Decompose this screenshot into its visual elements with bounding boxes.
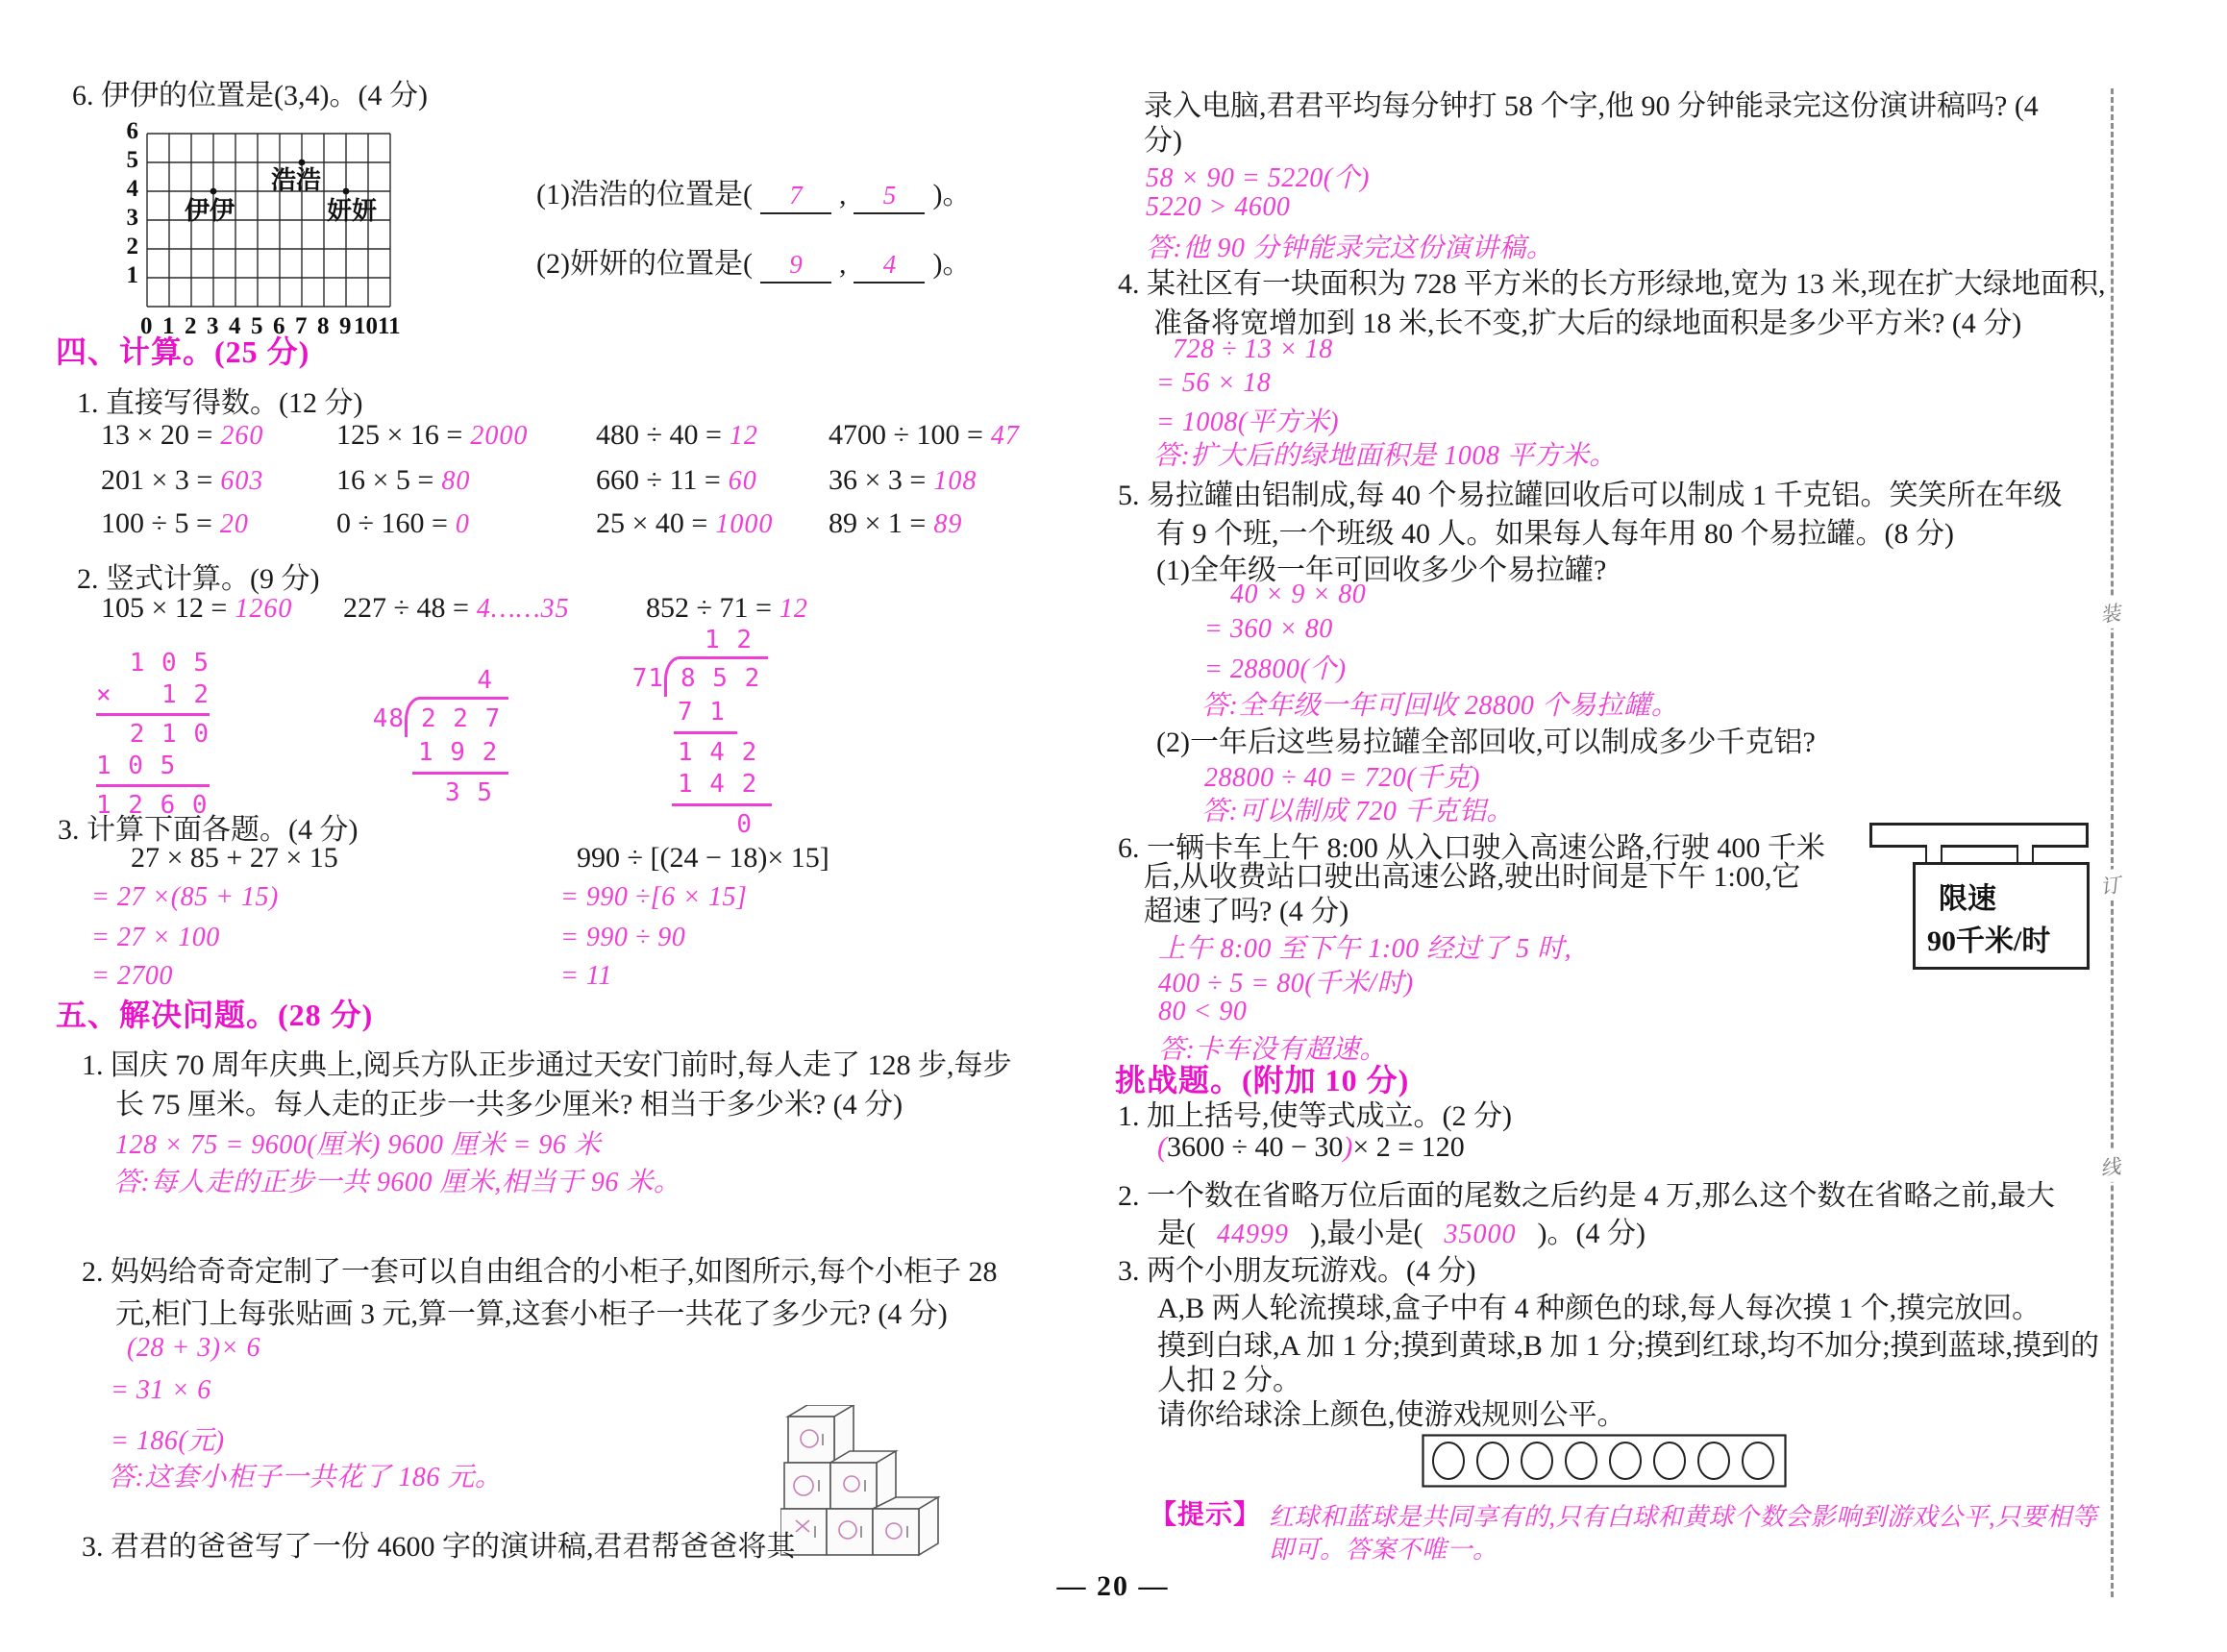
work-line: 1 9 2 [418,738,499,767]
multiplication-work [96,648,210,822]
point-label-yanyan: 妍妍 [326,197,378,225]
answer-blank: 9 [760,251,831,284]
answer: 12 [729,421,758,451]
direct-item [101,464,263,497]
problem-6-work: 80 < 90 [1158,997,1248,1026]
problem-1-line: 长 75 厘米。每人走的正步一共多少厘米? 相当于多少米? (4 分) [115,1089,903,1121]
problem-3-line: 3. 君君的爸爸写了一份 4600 字的演讲稿,君君帮爸爸将其 [82,1531,796,1563]
problem-2-line: 2. 妈妈给奇奇定制了一套可以自由组合的小柜子,如图所示,每个小柜子 28 [82,1256,998,1288]
direct-item [596,464,757,497]
binding-mark-ding: 订 [2096,868,2124,901]
comma: , [838,248,847,280]
y-axis-label: 5 [126,147,138,173]
sub-question-2 [536,239,971,284]
problem-6-line: 6. 一辆卡车上午 8:00 从入口驶入高速公路,行驶 400 千米 [1118,832,1825,864]
binding-dashed-line [2111,88,2114,1597]
factor: 1 2 [161,680,210,709]
answer: 0 [455,509,470,539]
answer-blank: 4 [854,251,925,284]
challenge-2-line [1157,1209,1646,1251]
problem-4-work: = 1008(平方米) [1156,407,1340,437]
x-axis-label: 9 [339,313,352,339]
direct-item [829,507,962,540]
remainder: 3 5 [445,778,493,807]
question-text: (2)妍妍的位置是( [536,248,753,280]
page-number: — 20 — [1056,1570,1170,1602]
problem-4-work: 728 ÷ 13 × 18 [1173,334,1333,364]
y-axis-label: 3 [126,205,138,231]
expression: 89 × 1 = [829,507,927,539]
expression: 16 × 5 = [336,464,434,496]
section-5-header: 五、解决问题。(28 分) [56,998,374,1032]
binding-mark-xian: 线 [2096,1149,2124,1183]
comma: , [838,179,847,210]
answer: 12 [779,594,808,624]
mixed-step: = 11 [560,961,612,991]
work-line: 1 0 5 [96,751,210,787]
problem-4-work: = 56 × 18 [1156,368,1272,398]
answer: 80 [441,466,471,496]
x-axis-label: 8 [317,313,330,339]
x-axis-label: 4 [229,313,241,339]
expression: 105 × 12 = [101,592,228,624]
mixed-step: = 27 ×(85 + 15) [91,882,279,912]
problem-3-work: 58 × 90 = 5220(个) [1146,163,1370,193]
x-axis-label: 0 [140,313,153,339]
point-label-yiyi: 伊伊 [184,197,235,225]
division-bracket [630,656,772,697]
hint-label: 【提示】 [1150,1500,1262,1530]
challenge-1-equation [1157,1131,1465,1164]
answer: 47 [990,421,1020,451]
problem-6-work: 上午 8:00 至下午 1:00 经过了 5 时, [1158,934,1572,964]
operator: × [96,680,112,709]
problem-3-answer: 答:他 90 分钟能录完这份演讲稿。 [1146,234,1554,263]
problem-3-continuation: 分) [1144,125,1182,157]
work-line: 1 4 2 [678,738,758,767]
quotient: 1 2 [705,626,753,654]
expression: 4700 ÷ 100 = [829,419,983,451]
direct-item [829,419,1020,452]
problem-5-answer: 答:全年级一年可回收 28800 个易拉罐。 [1201,691,1679,721]
coordinate-grid [106,115,423,351]
expression: 201 × 3 = [101,464,213,496]
x-axis-label: 6 [273,313,285,339]
problem-1-line: 1. 国庆 70 周年庆典上,阅兵方队正步通过天安门前时,每人走了 128 步,每步 [82,1049,1012,1081]
x-axis-label: 2 [185,313,197,339]
work-line: 2 1 0 [129,720,210,749]
expression: 227 ÷ 48 = [343,592,469,624]
y-axis-label: 2 [126,234,138,259]
problem-5-work: = 28800(个) [1204,654,1347,684]
x-axis-label: 5 [251,313,263,339]
point-label-haohao: 浩浩 [270,166,322,194]
problem-6-line: 后,从收费站口驶出高速公路,驶出时间是下午 1:00,它 [1144,861,1801,893]
expression: 100 ÷ 5 = [101,507,212,539]
answer: 20 [219,509,249,539]
vertical-calc-title: 2. 竖式计算。(9 分) [77,563,320,595]
answer: 260 [220,421,264,451]
problem-1-work: 128 × 75 = 9600(厘米) 9600 厘米 = 96 米 [115,1130,602,1160]
direct-item [101,419,263,452]
divisor: 71 [631,664,664,693]
direct-item [336,464,470,497]
cabinet-illustration [780,1405,963,1568]
quotient: 4 [477,666,493,695]
sign-post [2017,845,2034,864]
mixed-expr-a: 27 × 85 + 27 × 15 [131,842,338,874]
problem-5-work: 40 × 9 × 80 [1230,579,1367,609]
answer: 1260 [235,594,293,624]
direct-calc-title: 1. 直接写得数。(12 分) [77,387,363,419]
direct-item [101,507,249,540]
rule-line [412,772,508,775]
vertical-eq-1 [101,592,292,625]
x-axis-label: 1 [162,313,175,339]
mixed-step: = 990 ÷ 90 [560,923,686,952]
x-axis-label: 7 [295,313,308,339]
problem-2-work: (28 + 3)× 6 [127,1333,260,1363]
answer: 60 [728,466,757,496]
problem-5-work: 28800 ÷ 40 = 720(千克) [1204,763,1480,793]
challenge-header: 挑战题。(附加 10 分) [1115,1063,1410,1097]
sign-post [1925,845,1942,864]
problem-6-title: 6. 伊伊的位置是(3,4)。(4 分) [72,80,428,111]
question-text: )。(4 分) [1537,1218,1646,1249]
mixed-step: = 27 × 100 [91,923,220,952]
expression: 36 × 3 = [829,464,927,496]
problem-6-line: 超速了吗? (4 分) [1144,896,1349,927]
challenge-3-line: 人扣 2 分。 [1157,1365,1301,1396]
speed-limit-sign [1913,862,2090,970]
sub-question-1 [536,170,971,214]
section-4-header: 四、计算。(25 分) [56,334,310,369]
problem-1-answer: 答:每人走的正步一共 9600 厘米,相当于 96 米。 [113,1168,681,1197]
problem-2-work: = 186(元) [111,1426,225,1456]
sign-text: 限速 [1939,883,1996,915]
question-text: )。 [932,179,972,210]
added-paren-open: ( [1157,1131,1167,1163]
expression: 660 ÷ 11 = [596,464,721,496]
problem-3-continuation: 录入电脑,君君平均每分钟打 58 个字,他 90 分钟能录完这份演讲稿吗? (4 [1144,90,2039,122]
challenge-3-title: 3. 两个小朋友玩游戏。(4 分) [1118,1255,1476,1287]
expression: 25 × 40 = [596,507,708,539]
expression: 480 ÷ 40 = [596,419,722,451]
work-line: 7 1 [678,698,726,727]
answer: 89 [933,509,963,539]
hint-line: 红球和蓝球是共同享有的,只有白球和黄球个数会影响到游戏公平,只要相等 [1269,1503,2098,1531]
hint-line: 即可。答案不唯一。 [1269,1536,1498,1564]
challenge-1-title: 1. 加上括号,使等式成立。(2 分) [1118,1100,1512,1132]
problem-3-work: 5220 > 4600 [1146,192,1291,222]
x-axis-label: 10 [354,313,378,339]
sign-text: 90千米/时 [1927,925,2051,957]
answer: 44999 [1217,1220,1289,1249]
mixed-calc-title: 3. 计算下面各题。(4 分) [58,814,359,846]
binding-mark-zhuang: 装 [2096,596,2124,629]
mixed-step: = 2700 [91,961,173,991]
point-yiyi [210,188,217,195]
point-yanyan [343,188,350,195]
question-text: 是( [1157,1218,1196,1249]
dividend: 8 5 2 [664,656,768,697]
x-axis-label: 3 [207,313,219,339]
challenge-3-line: 请你给球涂上颜色,使游戏规则公平。 [1157,1399,1626,1431]
rule-line [674,731,737,734]
problem-2-work: = 31 × 6 [111,1375,211,1405]
sign-gantry-bar [1869,823,2089,848]
question-text: ),最小是( [1310,1218,1423,1249]
problem-5-question-2: (2)一年后这些易拉罐全部回收,可以制成多少千克铝? [1156,727,1816,758]
direct-item [336,507,470,540]
vertical-eq-2 [343,592,570,625]
answer-blank: 5 [854,182,925,214]
answer: 2000 [470,421,529,451]
work-line: 1 2 6 0 [96,791,209,820]
direct-item [596,419,758,452]
vertical-eq-3 [646,592,808,625]
mixed-expr-b: 990 ÷ [(24 − 18)× 15] [577,842,829,874]
problem-5-work: = 360 × 80 [1204,614,1333,644]
expression: 125 × 16 = [336,419,463,451]
mixed-step: = 990 ÷[6 × 15] [560,882,748,912]
problem-4-line: 4. 某社区有一块面积为 728 平方米的长方形绿地,宽为 13 米,现在扩大绿地面积, [1118,268,2106,300]
balls-box [1422,1434,1787,1488]
direct-item [829,464,977,497]
equation-inner: 3600 ÷ 40 − 30 [1167,1131,1344,1163]
problem-5-line: 5. 易拉罐由铝制成,每 40 个易拉罐回收后可以制成 1 千克铝。笑笑所在年级 [1118,480,2063,511]
problem-5-line: 有 9 个班,一个班级 40 人。如果每人每年用 80 个易拉罐。(8 分) [1156,518,1954,550]
problem-4-line: 准备将宽增加到 18 米,长不变,扩大后的绿地面积是多少平方米? (4 分) [1153,308,2022,339]
problem-5-answer: 答:可以制成 720 千克铝。 [1201,797,1514,826]
division-work-1 [370,665,508,809]
equation-rest: × 2 = 120 [1352,1131,1465,1163]
answer: 603 [220,466,264,496]
answer: 4……35 [476,594,570,624]
grid-lines [146,133,394,311]
remainder: 0 [736,810,753,839]
challenge-3-line: 摸到白球,A 加 1 分;摸到黄球,B 加 1 分;摸到红球,均不加分;摸到蓝球,摸到的 [1157,1330,2100,1362]
rule-line [672,803,772,806]
answer-blank: 7 [760,182,831,214]
direct-item [596,507,773,540]
point-haohao [299,160,306,166]
x-axis-label: 11 [378,313,401,339]
division-bracket [370,697,508,737]
challenge-2-line: 2. 一个数在省略万位后面的尾数之后约是 4 万,那么这个数在省略之前,最大 [1118,1180,2055,1212]
direct-item [336,419,528,452]
work-line: 1 4 2 [678,770,758,799]
question-text: (1)浩浩的位置是( [536,179,753,210]
problem-2-line: 元,柜门上每张贴画 3 元,算一算,这套小柜子一共花了多少元? (4 分) [115,1298,948,1330]
problem-2-answer: 答:这套小柜子一共花了 186 元。 [108,1463,503,1492]
added-paren-close: ) [1343,1131,1353,1163]
problem-4-answer: 答:扩大后的绿地面积是 1008 平方米。 [1153,441,1617,471]
y-axis-label: 4 [126,176,138,202]
question-text: )。 [932,248,972,280]
work-line [96,679,210,716]
problem-6-answer: 答:卡车没有超速。 [1158,1035,1387,1065]
dividend: 2 2 7 [405,697,508,737]
problem-6-work: 400 ÷ 5 = 80(千米/时) [1158,969,1414,999]
y-axis-label: 1 [126,262,138,288]
division-work-2 [630,625,772,841]
work-line: 1 0 5 [129,649,210,678]
problem-5-question-1: (1)全年级一年可回收多少个易拉罐? [1156,555,1607,586]
expression: 852 ÷ 71 = [646,592,772,624]
answer: 108 [933,466,977,496]
challenge-3-line: A,B 两人轮流摸球,盒子中有 4 种颜色的球,每人每次摸 1 个,摸完放回。 [1157,1293,2041,1324]
divisor: 48 [372,704,405,733]
answer: 1000 [715,509,774,539]
expression: 13 × 20 = [101,419,213,451]
expression: 0 ÷ 160 = [336,507,448,539]
y-axis-label: 6 [126,118,138,144]
answer: 35000 [1444,1220,1517,1249]
